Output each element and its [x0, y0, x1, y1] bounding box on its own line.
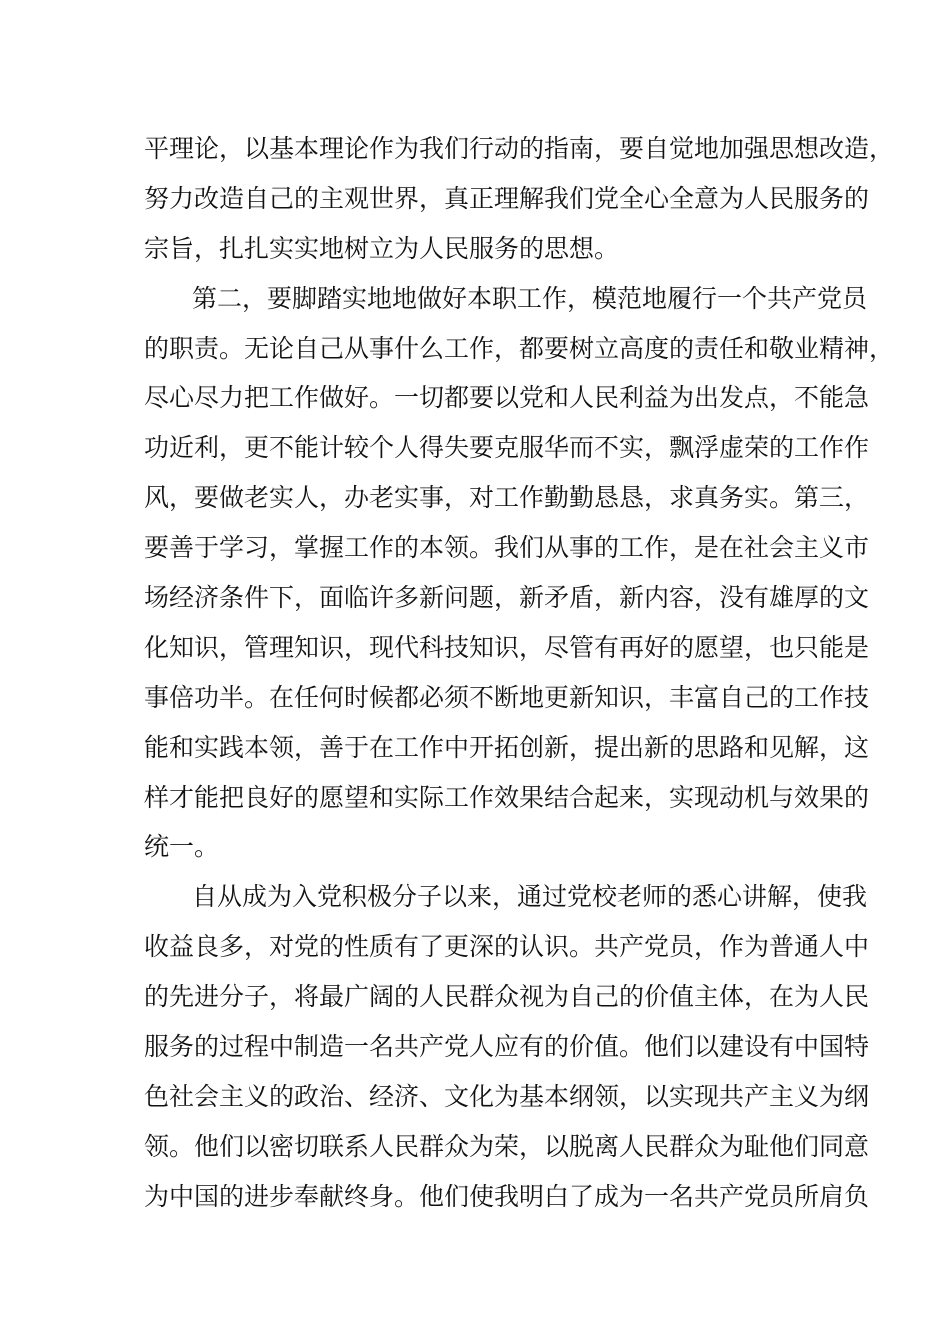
text-line: 的先进分子，将最广阔的人民群众视为自己的价值主体，在为人民 [144, 982, 870, 1012]
text-line: 的职责。无论自己从事什么工作，都要树立高度的责任和敬业精神， [144, 333, 895, 363]
text-line: 为中国的进步奉献终身。他们使我明白了成为一名共产党员所肩负 [144, 1181, 870, 1211]
text-line: 宗旨，扎扎实实地树立为人民服务的思想。 [144, 233, 620, 263]
text-line: 要善于学习，掌握工作的本领。我们从事的工作，是在社会主义市 [144, 533, 870, 563]
text-line: 平理论，以基本理论作为我们行动的指南，要自觉地加强思想改造， [144, 134, 895, 163]
text-line: 尽心尽力把工作做好。一切都要以党和人民利益为出发点，不能急 [144, 383, 870, 413]
text-line: 事倍功半。在任何时候都必须不断地更新知识，丰富自己的工作技 [144, 682, 870, 712]
text-line: 风，要做老实人，办老实事，对工作勤勤恳恳，求真务实。第三， [144, 483, 870, 513]
text-line: 收益良多，对党的性质有了更深的认识。共产党员，作为普通人中 [144, 932, 870, 962]
text-line: 能和实践本领，善于在工作中开拓创新，提出新的思路和见解，这 [144, 732, 870, 762]
text-line: 场经济条件下，面临许多新问题，新矛盾，新内容，没有雄厚的文 [144, 583, 870, 613]
text-line: 色社会主义的政治、经济、文化为基本纲领，以实现共产主义为纲 [144, 1081, 870, 1111]
text-line: 化知识，管理知识，现代科技知识，尽管有再好的愿望，也只能是 [144, 632, 870, 662]
text-line: 第二，要脚踏实地地做好本职工作，模范地履行一个共产党员 [192, 283, 868, 313]
text-line: 样才能把良好的愿望和实际工作效果结合起来，实现动机与效果的 [144, 782, 870, 812]
text-line: 功近利，更不能计较个人得失要克服华而不实，飘浮虚荣的工作作 [144, 433, 870, 463]
text-line: 服务的过程中制造一名共产党人应有的价值。他们以建设有中国特 [144, 1032, 870, 1062]
text-line: 领。他们以密切联系人民群众为荣，以脱离人民群众为耻他们同意 [144, 1131, 870, 1161]
document-body [144, 124, 895, 1222]
text-line: 统一。 [144, 832, 220, 862]
text-line: 努力改造自己的主观世界，真正理解我们党全心全意为人民服务的 [144, 183, 870, 213]
text-line: 自从成为入党积极分子以来，通过党校老师的悉心讲解，使我 [192, 882, 868, 912]
